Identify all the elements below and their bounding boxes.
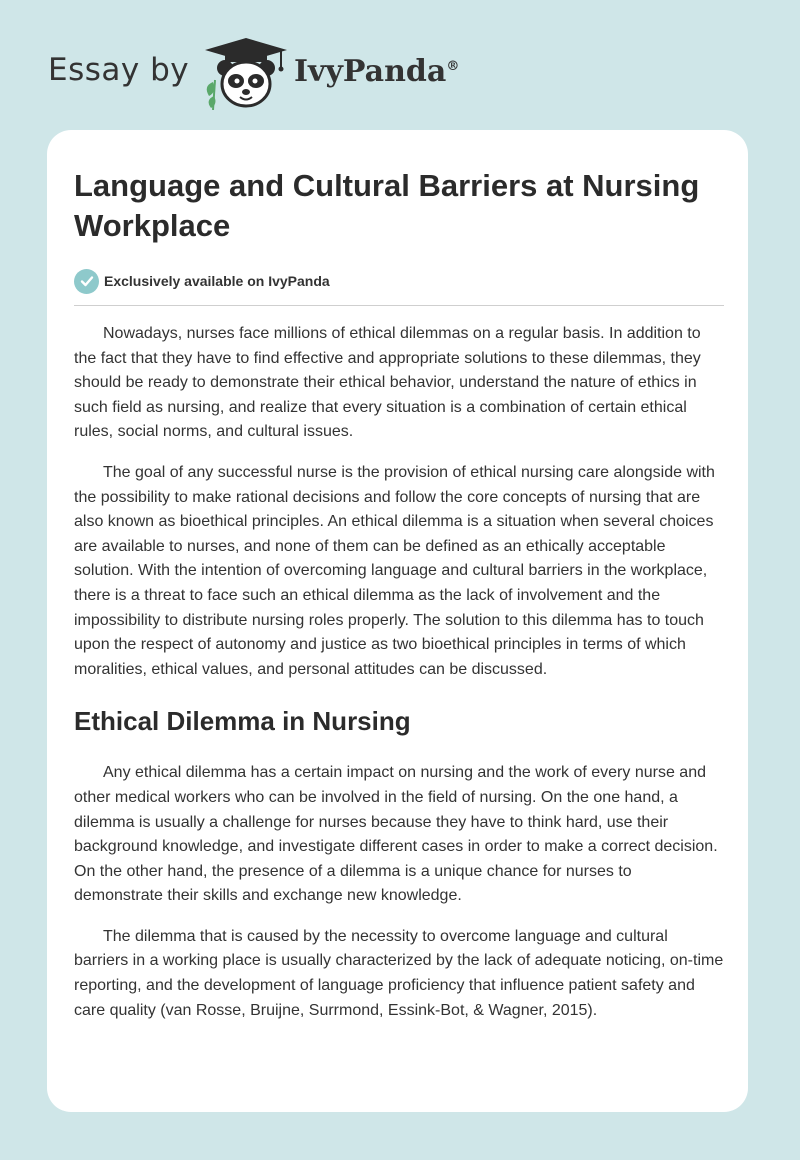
badge-text: Exclusively available on IvyPanda [104, 273, 330, 289]
check-icon [74, 269, 99, 294]
paragraph: Any ethical dilemma has a certain impact on nursing and the work of every nurse and other medical workers who can be involved in the field of nursing. On the one hand, a dilemma is usually a challenge for nurses because they have to think hard, use their background knowledge, and investigate different cases in order to make a correct decision. On the other hand, the presence of a dilemma is a unique chance for nurses to demonstrate their skills and exchange new knowledge. [74, 764, 718, 905]
brand-logo-text[interactable] [294, 54, 459, 89]
panda-graduate-icon[interactable] [201, 36, 291, 110]
essay-by-label: Essay by [48, 52, 190, 88]
paragraph: The goal of any successful nurse is the provision of ethical nursing care alongside with the possibility to make rational decisions and follow the core concepts of nursing that are also known as bioethical principles. An ethical dilemma is a situation when several choices are available to nurses, and none of them can be defined as an ethically acceptable solution. With the intention of overcoming language and cultural barriers in the workplace, there is a threat to face such an ethical dilemma as the lack of involvement and the impossibility to distribute nursing roles properly. The solution to this dilemma has to touch upon the respect of autonomy and justice as two bioethical principles in terms of which moralities, ethical values, and personal attitudes can be discussed. [74, 463, 715, 678]
exclusive-badge [74, 268, 724, 294]
divider [74, 305, 724, 306]
site-header [48, 30, 548, 110]
section-heading: Ethical Dilemma in Nursing [74, 706, 411, 737]
article-card [47, 130, 748, 1112]
paragraph: The dilemma that is caused by the necessity to overcome language and cultural barriers in a working place is usually characterized by the lack of adequate noticing, on-time reporting, and the development of language proficiency that influence patient safety and care quality (van Rosse, Bruijne, Surrmond, Essink-Bot, & Wagner, 2015). [74, 927, 724, 1019]
brand-name: IvyPanda [294, 54, 447, 89]
article-title: Language and Cultural Barriers at Nursing Workplace [74, 168, 700, 243]
article-content [74, 166, 724, 1023]
paragraph: Nowadays, nurses face millions of ethical dilemmas on a regular basis. In addition to the fact that they have to find effective and appropriate solutions to these dilemmas, they should be ready to demonstrate their ethical behavior, understand the nature of ethics in such field as nursing, and realize that every situation is a combination of certain ethical rules, social norms, and cultural issues. [74, 325, 701, 441]
registered-mark: ® [446, 59, 460, 74]
